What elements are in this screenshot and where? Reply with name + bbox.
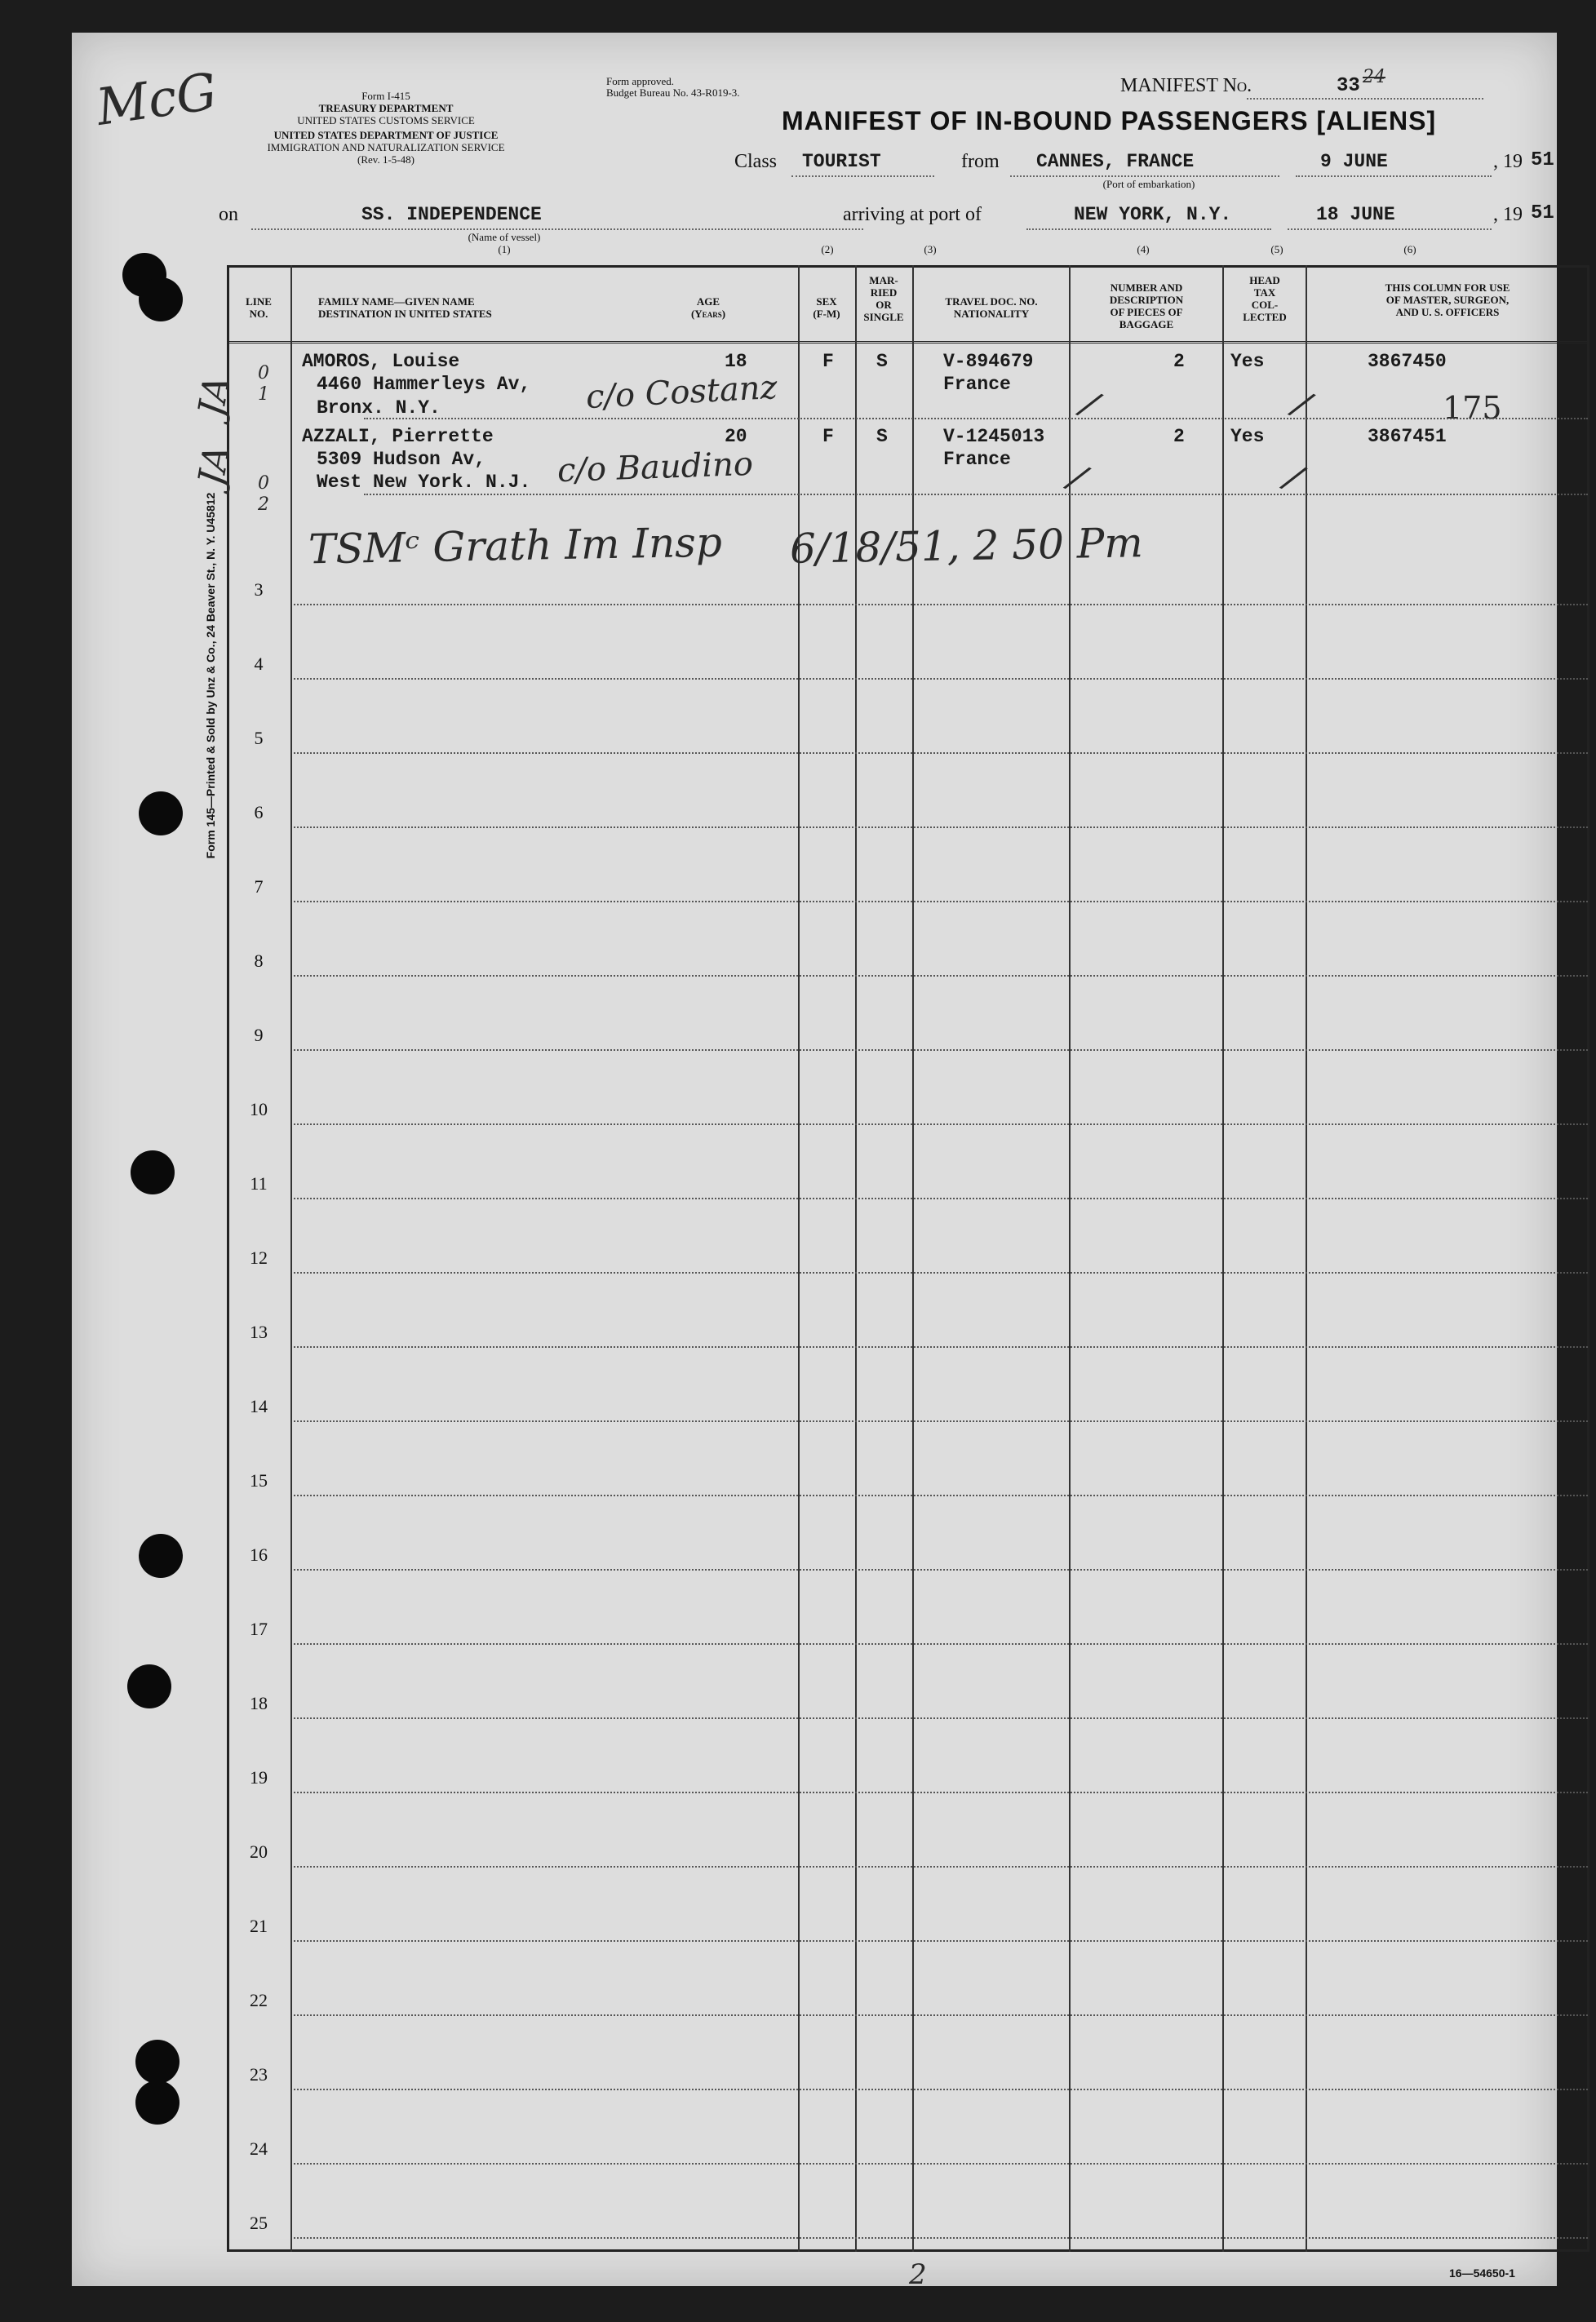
passenger-1-head-tax: Yes [1230, 351, 1265, 372]
header-line-no: LINE NO. [246, 295, 272, 320]
on-label: on [219, 204, 238, 225]
baggage-check-mark: / [1075, 383, 1104, 426]
punch-hole [135, 2080, 180, 2125]
passenger-1-addr2: Bronx. N.Y. [317, 397, 441, 419]
vessel-col-number: (1) [498, 243, 511, 255]
row-number: 14 [250, 1396, 268, 1416]
row-number: 3 [254, 579, 264, 600]
row-line [294, 1940, 1588, 1942]
row-line [294, 1643, 1588, 1645]
col-divider [1222, 265, 1224, 2252]
punch-hole [139, 791, 183, 835]
passenger-2-care-of: c/o Baudino [556, 445, 754, 490]
row-number: 25 [250, 2213, 268, 2233]
passenger-2-officer-no: 3867451 [1368, 426, 1447, 447]
headtax-check-mark: / [1279, 456, 1308, 499]
punch-hole [139, 1534, 183, 1578]
row-number: 23 [250, 2064, 268, 2085]
class-year: 51 [1531, 149, 1554, 171]
bottom-mark: 2 [909, 2258, 927, 2291]
row-number: 7 [254, 876, 264, 897]
passenger-1-age: 18 [725, 351, 747, 372]
row-line [294, 1495, 1588, 1496]
punch-hole [139, 277, 183, 321]
class-label: Class [734, 151, 778, 172]
class-year-prefix: , 19 [1493, 151, 1523, 172]
col-divider [290, 265, 292, 2252]
row-number: 10 [250, 1099, 268, 1119]
table-header-rule [227, 341, 1589, 343]
header-sex: SEX (F-M) [813, 295, 840, 320]
col-divider [1306, 265, 1307, 2252]
arrival-year-prefix: , 19 [1493, 204, 1523, 225]
row-line [294, 1866, 1588, 1868]
vessel-caption: (Name of vessel) [468, 231, 541, 243]
row-number: 16 [250, 1544, 268, 1565]
row-line [294, 752, 1588, 754]
row-number: 12 [250, 1247, 268, 1268]
header-name: FAMILY NAME—GIVEN NAME DESTINATION IN UNITED STATES [318, 295, 492, 320]
row-line [294, 901, 1588, 902]
inspector-signature: TSMᶜ Grath Im Insp [308, 518, 723, 574]
row-number: 22 [250, 1990, 268, 2010]
row-line [294, 1792, 1588, 1793]
manifest-number: 33 [1337, 75, 1360, 97]
row-line [294, 2163, 1588, 2165]
row-line [294, 604, 1588, 605]
row-line [294, 2014, 1588, 2016]
class-date-line [1296, 175, 1492, 177]
passenger-1-care-of: c/o Costanz [584, 368, 778, 417]
row-number: 18 [250, 1693, 268, 1713]
passenger-1-baggage: 2 [1173, 351, 1185, 372]
baggage-check-mark: / [1062, 456, 1092, 499]
row-number: 4 [254, 654, 264, 674]
row-number: 5 [254, 728, 264, 748]
row-line [364, 418, 1588, 419]
passenger-2-baggage: 2 [1173, 426, 1185, 447]
row-line [294, 1272, 1588, 1274]
passenger-2-age: 20 [725, 426, 747, 447]
row-line [294, 975, 1588, 977]
row-number: 20 [250, 1841, 268, 1862]
margin-initials: JA [190, 441, 239, 490]
passenger-2-doc: V-1245013 [943, 426, 1045, 447]
row-line [364, 494, 1588, 495]
headtax-check-mark: / [1287, 383, 1316, 426]
page-title: MANIFEST OF IN-BOUND PASSENGERS [ALIENS] [782, 106, 1437, 135]
row-number: 6 [254, 802, 264, 822]
inspection-date-time: 6/18/51, 2 50 Pm [789, 519, 1144, 573]
col-number-3: (3) [924, 243, 937, 255]
row-line [294, 1569, 1588, 1571]
row-number: 8 [254, 951, 264, 971]
manifest-number-struck: 24 [1363, 67, 1385, 87]
passenger-2-marital: S [876, 426, 888, 447]
class-line [791, 175, 934, 177]
form-revision: (Rev. 1-5-48) [357, 153, 415, 166]
passenger-2-head-tax: Yes [1230, 426, 1265, 447]
row-line [294, 1346, 1588, 1348]
arrival-year: 51 [1531, 202, 1554, 224]
header-age: AGE (Years) [690, 295, 726, 320]
row-line [294, 1049, 1588, 1051]
form-number: Form I-415 [361, 90, 410, 102]
row-line [294, 1420, 1588, 1422]
passenger-1-name: AMOROS, Louise [302, 351, 460, 372]
class-value: TOURIST [802, 151, 881, 172]
from-value: CANNES, FRANCE [1036, 151, 1195, 172]
row-number: 11 [250, 1173, 268, 1194]
row-number: 21 [250, 1916, 268, 1936]
passenger-1-doc: V-894679 [943, 351, 1034, 372]
col-number-4: (4) [1137, 243, 1150, 255]
treasury-dept: TREASURY DEPARTMENT [318, 102, 454, 114]
passenger-2-name: AZZALI, Pierrette [302, 426, 494, 447]
col-number-2: (2) [821, 243, 834, 255]
footer-code: 16—54650-1 [1449, 2267, 1515, 2280]
row-line [294, 2237, 1588, 2239]
printer-imprint: Form 145—Printed & Sold by Unz & Co., 24 Beaver St., N. Y. U45812 [204, 492, 217, 859]
header-baggage: NUMBER AND DESCRIPTION OF PIECES OF BAGGAGE [1109, 281, 1184, 330]
col-number-5: (5) [1270, 243, 1283, 255]
vessel-line [251, 228, 863, 230]
arrival-date: 18 JUNE [1316, 204, 1395, 225]
arrival-date-line [1288, 228, 1492, 230]
passenger-1-marital: S [876, 351, 888, 372]
passenger-2-nationality: France [943, 449, 1011, 470]
passenger-1-officer-no: 3867450 [1368, 351, 1447, 372]
justice-dept: UNITED STATES DEPARTMENT OF JUSTICE [273, 129, 499, 141]
port-caption: (Port of embarkation) [1102, 178, 1195, 190]
row-line [294, 826, 1588, 828]
row-number: 13 [250, 1322, 268, 1342]
margin-initials: JA [190, 372, 239, 420]
passenger-1-addr1: 4460 Hammerleys Av, [317, 374, 531, 395]
margin-count: 175 [1443, 390, 1502, 426]
row-number: 9 [254, 1025, 264, 1045]
row-line [294, 1123, 1588, 1125]
form-approved: Form approved. [606, 75, 675, 87]
header-travel-doc: TRAVEL DOC. NO. NATIONALITY [945, 295, 1038, 320]
arrival-port-line [1026, 228, 1271, 230]
row-line [294, 678, 1588, 680]
arriving-label: arriving at port of [843, 204, 982, 225]
passenger-1-line-no: 0 1 [258, 363, 269, 405]
row-line [294, 1198, 1588, 1199]
passenger-2-addr2: West New York. N.J. [317, 472, 531, 493]
manifest-number-line [1247, 98, 1483, 100]
row-line [294, 1717, 1588, 1719]
row-number: 24 [250, 2138, 268, 2159]
customs-service: UNITED STATES CUSTOMS SERVICE [297, 114, 475, 126]
row-number: 17 [250, 1619, 268, 1639]
header-head-tax: HEAD TAX COL- LECTED [1243, 274, 1287, 323]
punch-hole [135, 2040, 180, 2084]
row-number: 19 [250, 1767, 268, 1788]
from-line [1010, 175, 1279, 177]
col-number-6: (6) [1403, 243, 1416, 255]
passenger-2-sex: F [822, 426, 834, 447]
passenger-1-nationality: France [943, 374, 1011, 395]
header-officers: THIS COLUMN FOR USE OF MASTER, SURGEON, AND U. S. OFFICERS [1385, 281, 1510, 318]
row-number: 15 [250, 1470, 268, 1491]
header-married: MAR- RIED OR SINGLE [863, 274, 904, 323]
punch-hole [127, 1664, 171, 1708]
corner-initials: McG [92, 61, 221, 137]
from-label: from [961, 151, 1000, 172]
ins-service: IMMIGRATION AND NATURALIZATION SERVICE [267, 141, 505, 153]
manifest-page [72, 33, 1557, 2291]
passenger-1-sex: F [822, 351, 834, 372]
class-date: 9 JUNE [1320, 151, 1388, 172]
arrival-port: NEW YORK, N.Y. [1074, 204, 1232, 225]
vessel-name: SS. INDEPENDENCE [361, 204, 542, 225]
budget-bureau: Budget Bureau No. 43-R019-3. [606, 86, 740, 99]
punch-hole [131, 1150, 175, 1194]
passenger-2-addr1: 5309 Hudson Av, [317, 449, 486, 470]
manifest-number-label: MANIFEST No. [1120, 75, 1252, 96]
row-line [294, 2089, 1588, 2090]
passenger-2-line-no: 0 2 [258, 473, 269, 515]
